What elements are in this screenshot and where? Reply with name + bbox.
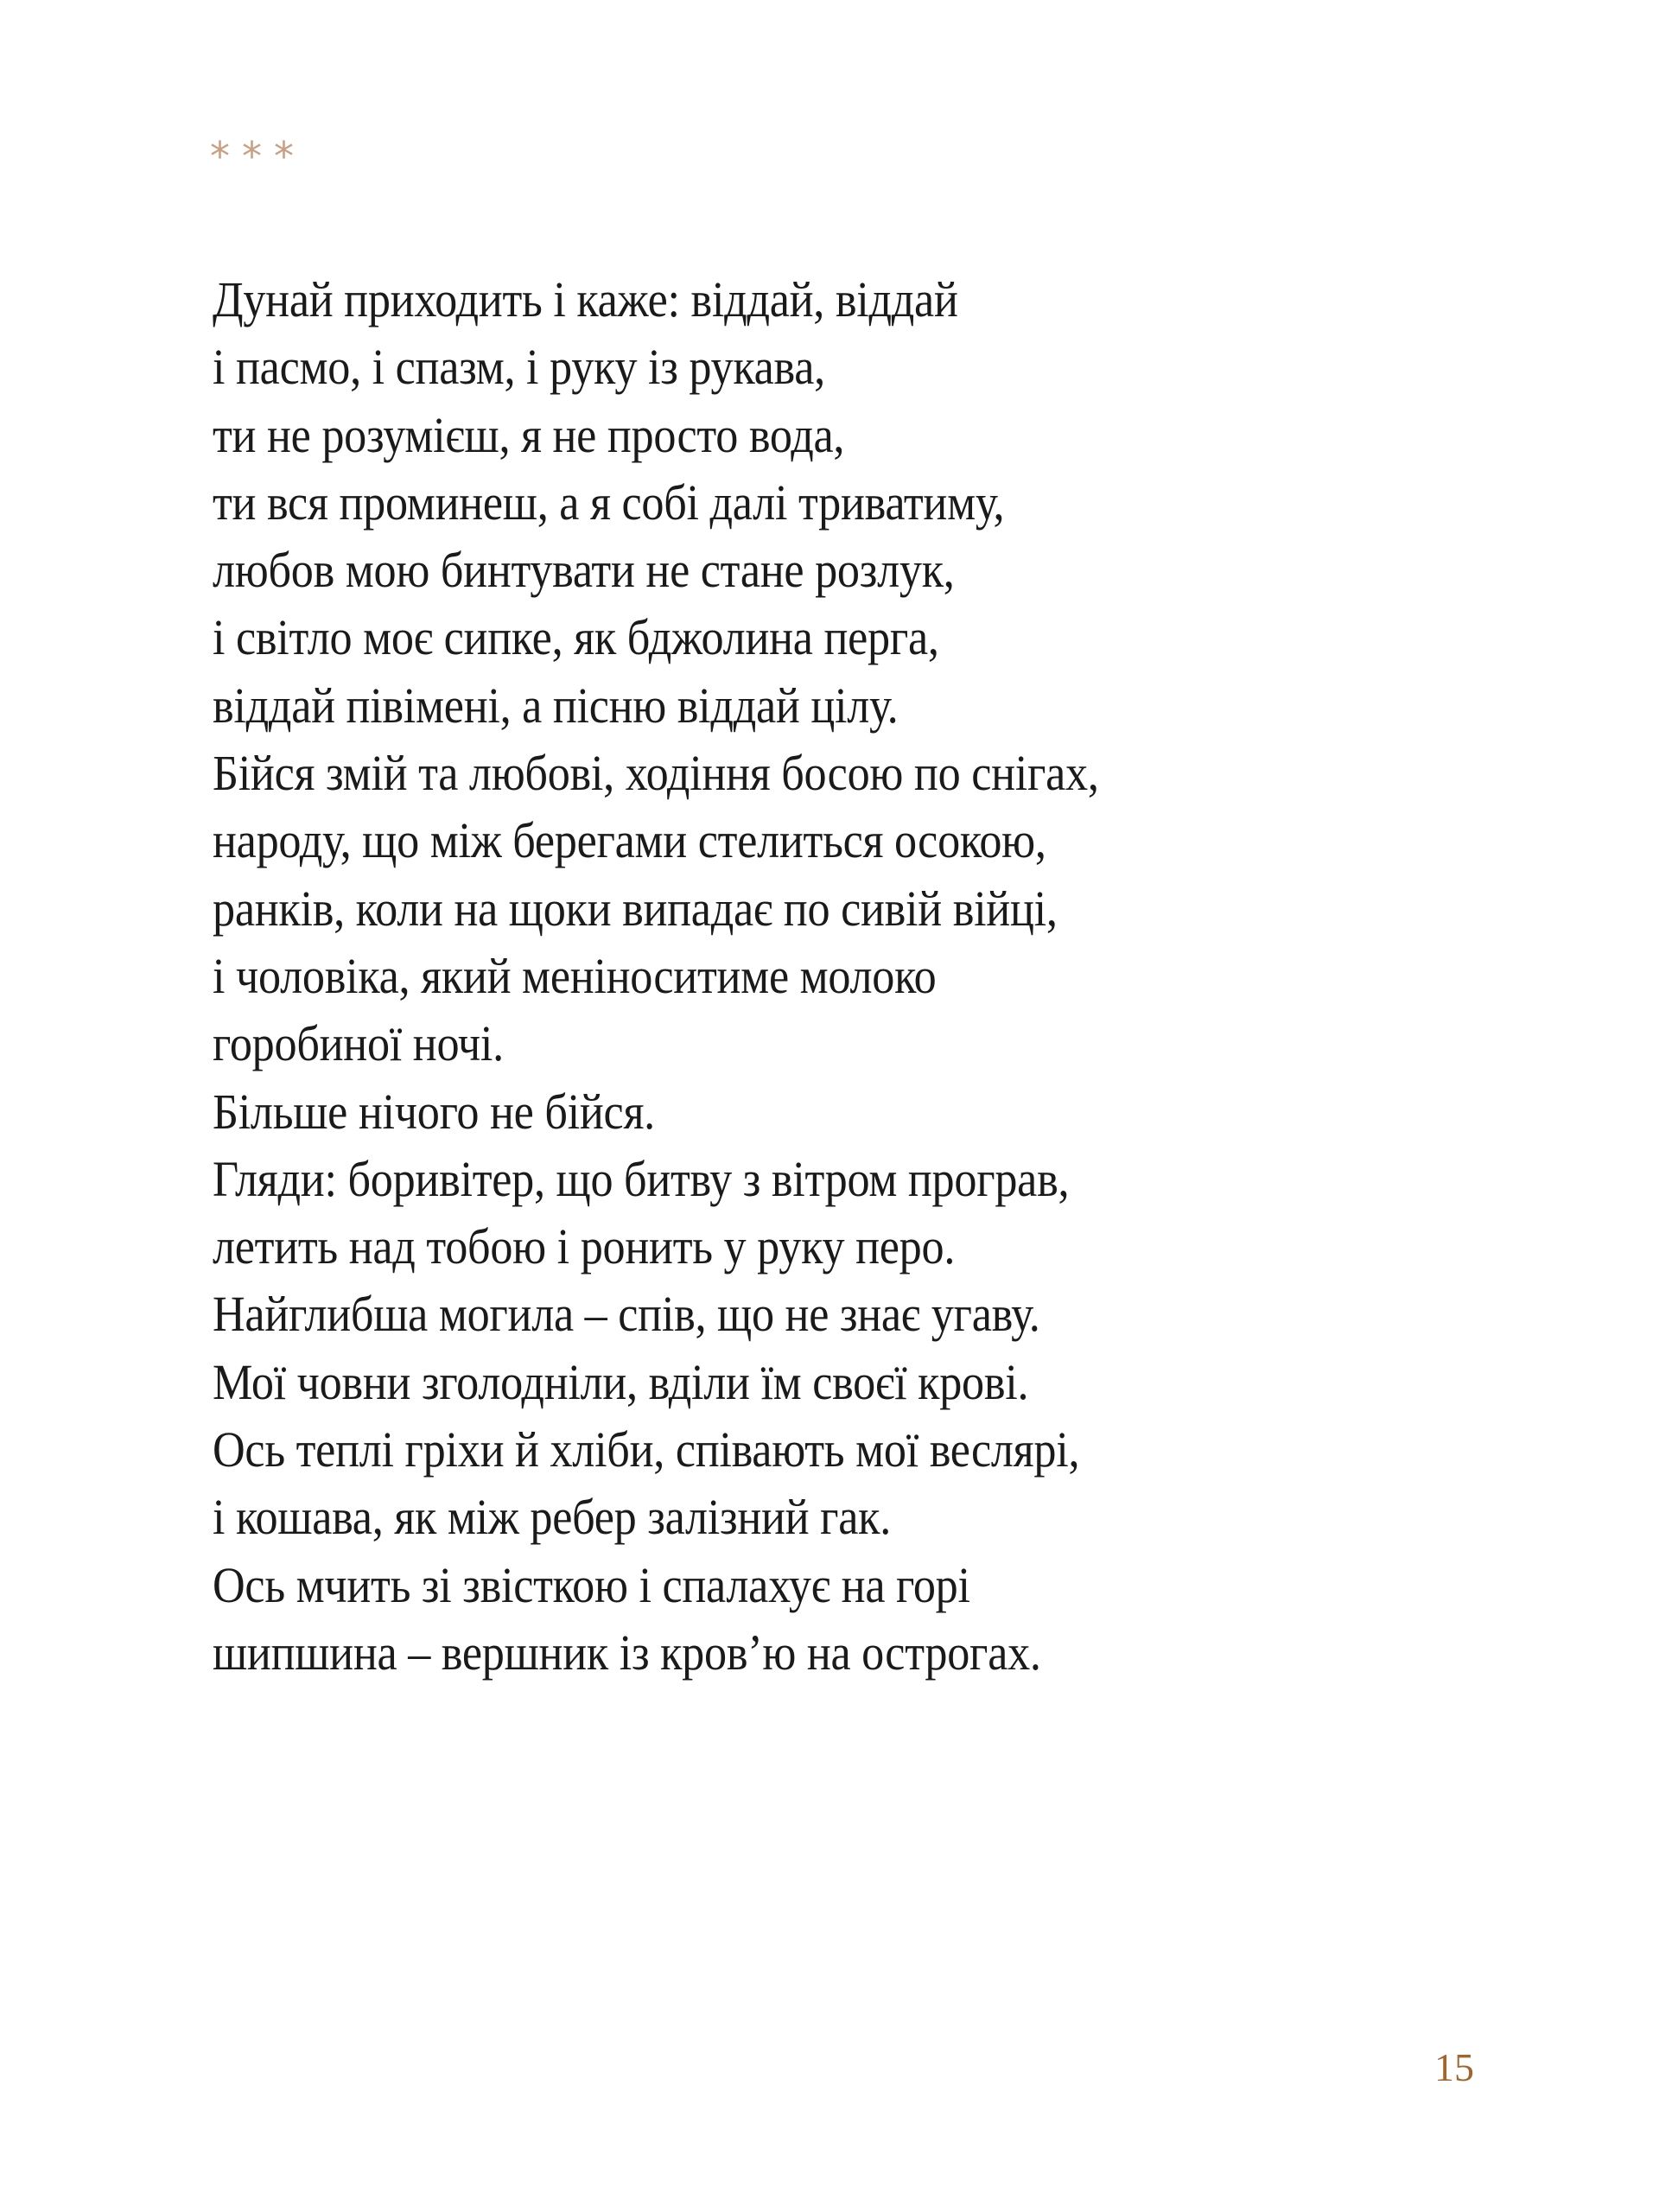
poem-line: віддай півімені, а пісню віддай цілу. [213, 677, 899, 734]
poem-line: Найглибша могила – спів, що не знає угаву. [213, 1286, 1040, 1343]
page-number: 15 [1434, 2045, 1474, 2089]
poem-line: ти вся проминеш, а я собі далі триватиму, [213, 474, 1005, 531]
poem-line: Гляди: боривітер, що битву з вітром програв, [213, 1150, 1070, 1207]
poem-line: Дунай приходить і каже: віддай, віддай [213, 271, 958, 327]
poem-line: і чоловіка, який меніноситиме молоко [213, 947, 937, 1004]
poem-line: Ось мчить зі звісткою і спалахує на горі [213, 1556, 970, 1613]
poem-line: Бійся змій та любові, ходіння босою по снігах, [213, 745, 1099, 802]
poem [213, 266, 1509, 1687]
section-ornament: *** [210, 133, 306, 180]
poem-line: ранків, коли на щоки випадає по сивій війці, [213, 880, 1058, 937]
poem-line: Ось теплі гріхи й хліби, співають мої веслярі, [213, 1421, 1080, 1478]
poem-line: і пасмо, і спазм, і руку із рукава, [213, 339, 825, 396]
poem-line: і світло моє сипке, як бджолина перга, [213, 609, 939, 666]
poem-line: шипшина – вершник із кров’ю на острогах. [213, 1624, 1041, 1681]
poem-line: і кошава, як між ребер залізний гак. [213, 1489, 892, 1546]
poem-line: Мої човни зголодніли, вділи їм своєї крові. [213, 1353, 1029, 1410]
poem-line: горобиної ночі. [213, 1015, 504, 1072]
poem-line: ти не розумієш, я не просто вода, [213, 406, 845, 463]
poem-line: Більше нічого не бійся. [213, 1083, 655, 1140]
poem-line: народу, що між берегами стелиться осокою, [213, 812, 1046, 869]
poem-line: летить над тобою і ронить у руку перо. [213, 1218, 956, 1275]
poem-line: любов мою бинтувати не стане розлук, [213, 542, 955, 599]
